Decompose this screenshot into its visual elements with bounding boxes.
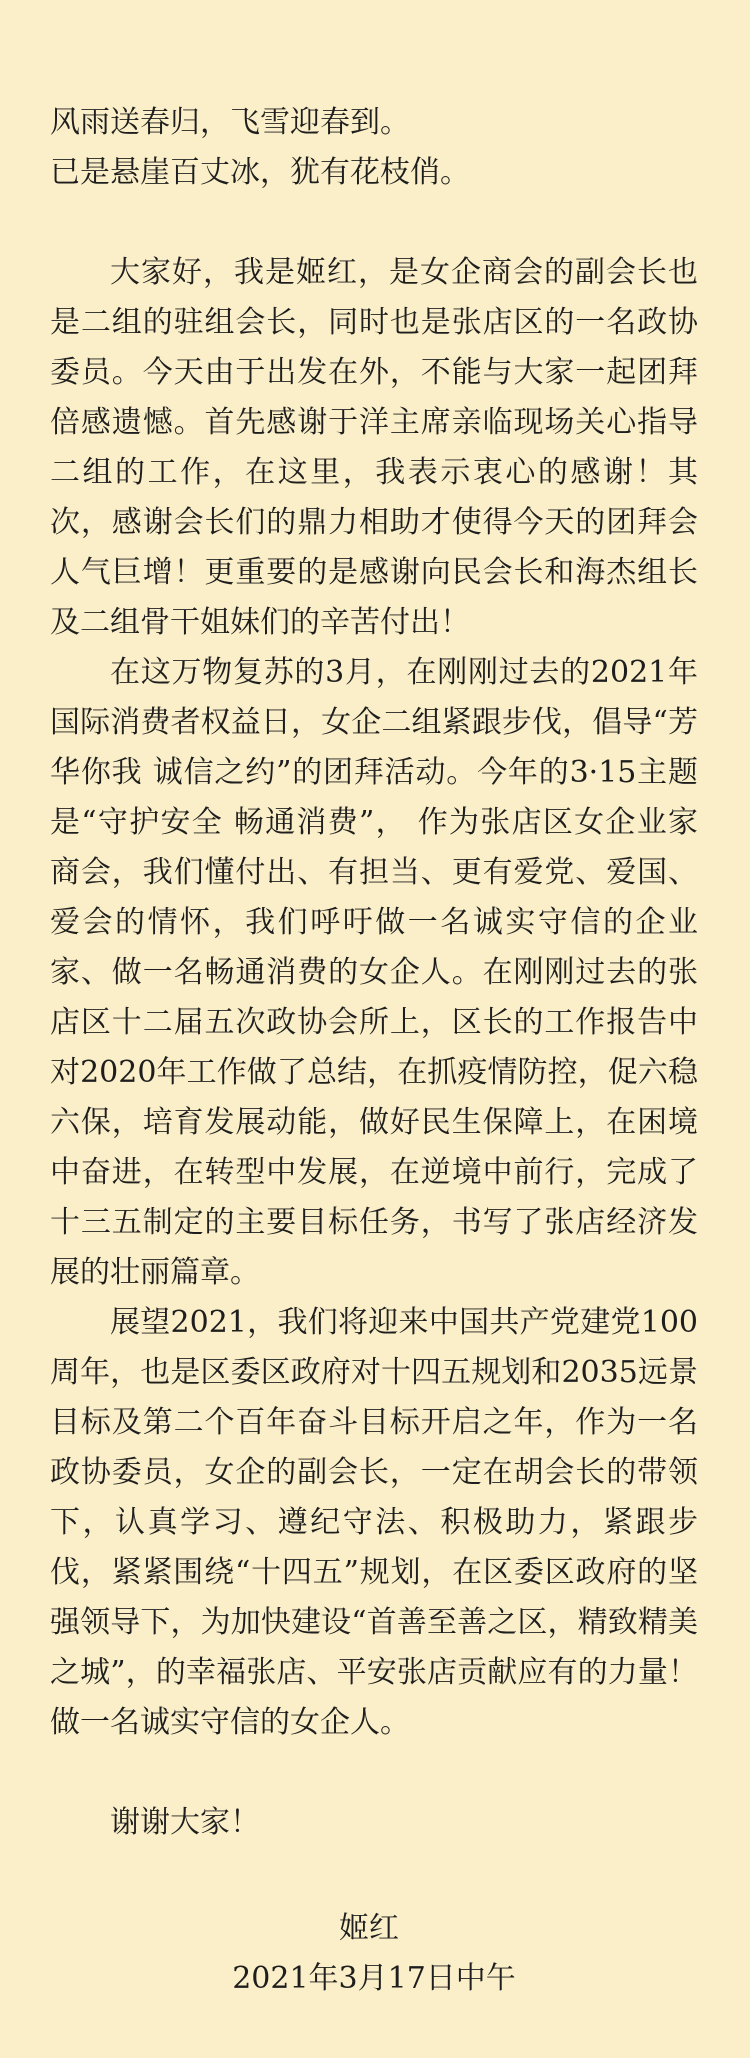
signature-date: 2021年3月17日中午: [232, 1961, 516, 1996]
letter-body: [50, 248, 698, 1748]
poem-line-2: 已是悬崖百丈冰，犹有花枝俏。: [50, 155, 470, 190]
signature-name: 姬红: [339, 1911, 399, 1946]
paragraph-outlook: 展望2021，我们将迎来中国共产党建党100周年，也是区委区政府对十四五规划和2035远景目标及第二个百年奋斗目标开启之年，作为一名政协委员，女企的副会长，一定在胡会长的带领下，认真学习、遵纪守法、积极助力，紧跟步伐，紧紧围绕“十四五”规划，在区委区政府的坚强领导下，为加快建设“首善至善之区，精致精美之城”，的幸福张店、平安张店贡献应有的力量！做一名诚实守信的女企人。: [50, 1305, 698, 1740]
closing-thanks: 谢谢大家！: [110, 1805, 260, 1840]
signature-block: [50, 1904, 698, 2004]
opening-poem: [50, 98, 698, 198]
paragraph-greeting: 大家好，我是姬红，是女企商会的副会长也是二组的驻组会长，同时也是张店区的一名政协委员。今天由于出发在外，不能与大家一起团拜倍感遗憾。首先感谢于洋主席亲临现场关心指导二组的工作，在这里，我表示衷心的感谢！其次，感谢会长们的鼎力相助才使得今天的团拜会人气巨增！更重要的是感谢向民会长和海杰组长及二组骨干姐妹们的辛苦付出！: [50, 255, 698, 640]
poem-line-1: 风雨送春归，飞雪迎春到。: [50, 105, 410, 140]
paragraph-consumer-rights: 在这万物复苏的3月，在刚刚过去的2021年国际消费者权益日，女企二组紧跟步伐，倡导“芳华你我 诚信之约”的团拜活动。今年的3·15主题是“守护安全 畅通消费”， 作为张店区女企业家商会，我们懂付出、有担当、更有爱党、爱国、爱会的情怀，我们呼吁做一名诚实守信的企业家、做一名畅通消费的女企人。在刚刚过去的张店区十二届五次政协会所上，区长的工作报告中对2020年工作做了总结，在抓疫情防控，促六稳六保，培育发展动能，做好民生保障上，在困境中奋进，在转型中发展，在逆境中前行，完成了十三五制定的主要目标任务，书写了张店经济发展的壮丽篇章。: [50, 655, 698, 1290]
